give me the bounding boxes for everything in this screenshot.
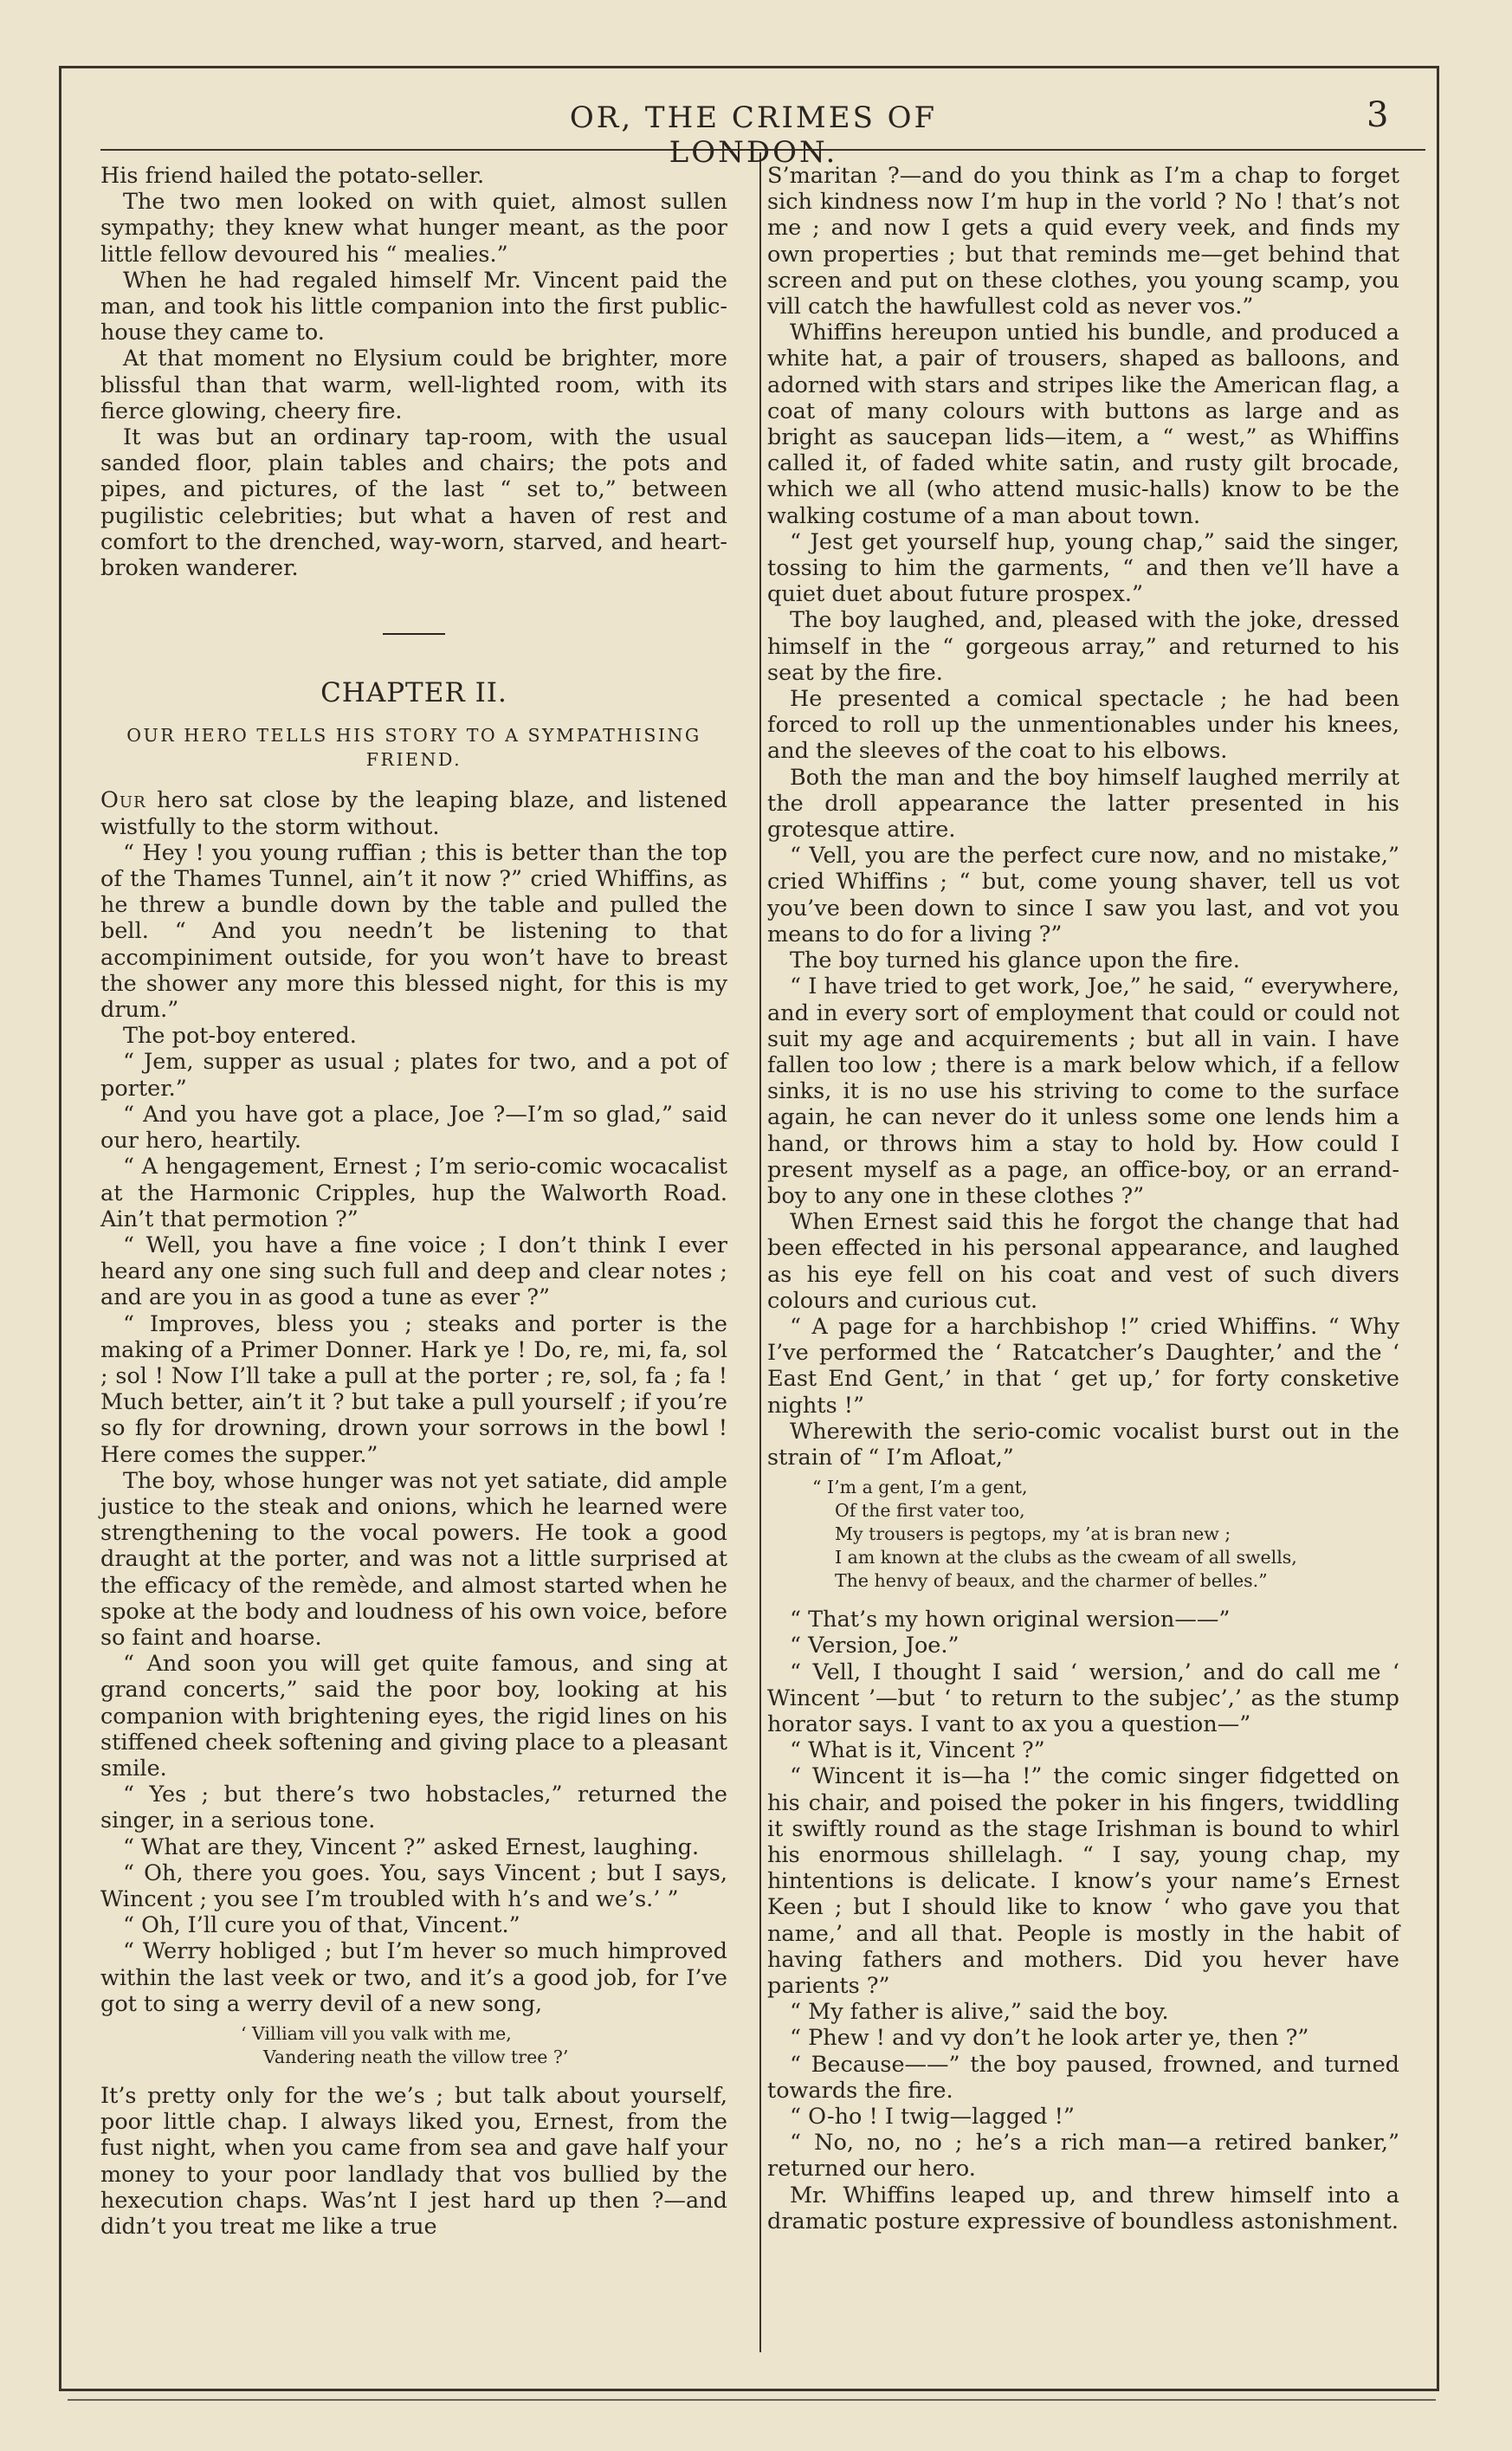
paragraph: The boy laughed, and, pleased with the joke, dressed himself in the “ gorgeous array,” and returned to his seat by the fire. <box>767 607 1399 686</box>
verse-line: Vandering neath the villow tree ?’ <box>263 2047 569 2067</box>
paragraph: Wherewith the serio-comic vocalist burst out in the strain of “ I’m Afloat,” <box>767 1418 1399 1471</box>
paragraph: “ Jem, supper as usual ; plates for two, and a pot of porter.” <box>100 1049 727 1102</box>
paragraph: “ What are they, Vincent ?” asked Ernest, laughing. <box>123 1833 700 1860</box>
left-column <box>100 163 727 2240</box>
verse-line: “ I’m a gent, I’m a gent, <box>812 1477 1028 1498</box>
paragraph: “ What is it, Vincent ?” <box>790 1737 1045 1764</box>
top-rule <box>59 66 1439 68</box>
paragraph: “ Hey ! you young ruffian ; this is better than the top of the Thames Tunnel, ain’t it now ?” cried Whiffins, as he threw a bundle down by the table and pulled the bell. “ And you needn’t be listening to that accompiniment outside, for you won’t have to breast the shower any more this blessed night, for this is my drum.” <box>100 839 727 1024</box>
verse-line: I am known at the clubs as the cweam of all swells, <box>835 1547 1297 1568</box>
paragraph: “ Oh, I’ll cure you of that, Vincent.” <box>123 1912 520 1939</box>
paragraph: “ Vell, you are the perfect cure now, and no mistake,” cried Whiffins ; “ but, come young shaver, tell us vot you’ve been down to since I saw you last, and vot you means to do for a living ?” <box>767 843 1399 947</box>
paragraph: S’maritan ?—and do you think as I’m a chap to forget sich kindness now I’m hup in the vorld ? No ! that’s not me ; and now I gets a quid every veek, and finds my own properties ; but that reminds me—get behind that screen and put on these clothes, you young scamp, you vill catch the hawfullest cold as never vos.” <box>767 163 1399 320</box>
song-verse <box>767 1476 1399 1593</box>
paragraph: The pot-boy entered. <box>123 1023 357 1050</box>
paragraph: “ My father is alive,” said the boy. <box>790 1999 1169 2026</box>
verse-line: ‘ Villiam vill you valk with me, <box>241 2023 512 2044</box>
paragraph: “ Oh, there you goes. You, says Vincent ; but I says, Wincent ; you see I’m troubled with h’s and we’s.’ ” <box>100 1859 727 1912</box>
verse-line: The henvy of beaux, and the charmer of belles.” <box>835 1570 1268 1592</box>
verse-line: Of the first vater too, <box>835 1500 1025 1522</box>
paragraph: The boy turned his glance upon the fire. <box>790 947 1240 974</box>
paragraph: “ Phew ! and vy don’t he look arter ye, then ?” <box>790 2025 1309 2052</box>
paragraph: “ O-ho ! I twig—lagged !” <box>790 2104 1075 2131</box>
paragraph: “ Because——” the boy paused, frowned, and turned towards the fire. <box>767 2051 1399 2104</box>
opening-lead-word: Our <box>100 787 146 814</box>
paragraph: At that moment no Elysium could be brighter, more blissful than that warm, well-lighted room, with its fierce glowing, cheery fire. <box>100 346 727 424</box>
running-title: OR, THE CRIMES OF LONDON. <box>569 100 938 170</box>
paragraph: “ That’s my hown original wersion——” <box>790 1607 1231 1633</box>
paragraph: The boy, whose hunger was not yet satiate, did ample justice to the steak and onions, which he learned were strengthening to the vocal powers. He took a good draught at the porter, and was not a little surprised at the efficacy of the remède, and almost started when he spoke at the body and loudness of his own voice, before so faint and hoarse. <box>100 1467 727 1651</box>
paragraph: It was but an ordinary tap-room, with the usual sanded floor, plain tables and chairs; the pots and pipes, and pictures, of the last “ set to,” between pugilistic celebrities; but what a haven of rest and comfort to the drenched, way-worn, starved, and heart-broken wanderer. <box>100 424 727 582</box>
paragraph: “ Version, Joe.” <box>790 1633 960 1659</box>
paragraph: “ Wincent it is—ha !” the comic singer fidgetted on his chair, and poised the poker in his fingers, twiddling it swiftly round as the stage Irishman is bound to whirl his enormous shillelagh. “ I say, young chap, my hintentions is delicate. I know’s your name’s Ernest Keen ; but I should like to know ‘ who gave you that name,’ and all that. People is mostly in the habit of having fathers and mothers. Did you hever have parients ?” <box>767 1763 1399 1999</box>
paragraph: Whiffins hereupon untied his bundle, and produced a white hat, a pair of trousers, shaped as balloons, and adorned with stars and stripes like the American flag, a coat of many colours with buttons as large and as bright as saucepan lids—item, a “ west,” as Whiffins called it, of faded white satin, and rusty gilt brocade, which we all (who attend music-halls) know to be the walking costume of a man about town. <box>767 320 1399 529</box>
paragraph: “ I have tried to get work, Joe,” he said, “ everywhere, and in every sort of employment that could or could not suit my age and acquirements ; but all in vain. I have fallen too low ; there is a mark below which, if a fellow sinks, it is no use his striving to come to the surface again, he can never do it unless some one lends him a hand, or throws him a stay to hold by. How could I present myself as a page, an office-boy, or an errand-boy to any one in these clothes ?” <box>767 973 1399 1209</box>
paragraph: “ Improves, bless you ; steaks and porter is the making of a Primer Donner. Hark ye ! Do, re, mi, fa, sol ; sol ! Now I’ll take a pull at the porter ; re, sol, fa ; fa ! Much better, ain’t it ? but take a pull yourself ; if you’re so fly for drowning, drown your sorrows in the bowl ! Here comes the supper.” <box>100 1310 727 1468</box>
opening-text: hero sat close by the leaping blaze, and listened wistfully to the storm without. <box>100 787 727 840</box>
bottom-rule <box>59 2389 1439 2391</box>
opening-paragraph <box>100 787 727 839</box>
paragraph: When Ernest said this he forgot the change that had been effected in his personal appearance, and laughed as his eye fell on his coat and vest of such divers colours and curious cut. <box>767 1209 1399 1314</box>
paragraph: The two men looked on with quiet, almost sullen sympathy; they knew what hunger meant, as the poor little fellow devoured his “ mealies.” <box>100 189 727 268</box>
page-number: 3 <box>1367 95 1389 135</box>
paragraph: When he had regaled himself Mr. Vincent paid the man, and took his little companion into the first public-house they came to. <box>100 267 727 346</box>
paragraph: “ And you have got a place, Joe ?—I’m so glad,” said our hero, heartily. <box>100 1101 727 1154</box>
paragraph: “ Well, you have a fine voice ; I don’t think I ever heard any one sing such full and deep and clear notes ; and are you in as good a tune as ever ?” <box>100 1232 727 1311</box>
paragraph: “ A hengagement, Ernest ; I’m serio-comic wocacalist at the Harmonic Cripples, hup the Walworth Road. Ain’t that permotion ?” <box>100 1154 727 1232</box>
paragraph: It’s pretty only for the we’s ; but talk about yourself, poor little chap. I always liked you, Ernest, from the fust night, when you came from sea and gave half your money to your poor landlady that vos bullied by the hexecution chaps. Was’nt I jest hard up then ?—and didn’t you treat me like a true <box>100 2083 727 2241</box>
footer-rule <box>68 2399 1436 2401</box>
right-column <box>767 163 1399 2234</box>
paragraph: “ Werry hobliged ; but I’m hever so much himproved within the last veek or two, and it’s a good job, for I’ve got to sing a werry devil of a new song, <box>100 1938 727 2017</box>
paragraph: “ Vell, I thought I said ‘ wersion,’ and do call me ‘ Wincent ’—but ‘ to return to the subjec’,’ as the stump horator says. I vant to ax you a question—” <box>767 1659 1399 1737</box>
paragraph: Mr. Whiffins leaped up, and threw himself into a dramatic posture expressive of boundless astonishment. <box>767 2182 1399 2234</box>
chapter-title: CHAPTER II. <box>320 677 507 709</box>
song-verse <box>100 2022 727 2069</box>
paragraph: “ A page for a harchbishop !” cried Whiffins. “ Why I’ve performed the ‘ Ratcatcher’s Daughter,’ and the ‘ East End Gent,’ in that ‘ get up,’ for forty consketive nights !” <box>767 1313 1399 1419</box>
paragraph: Both the man and the boy himself laughed merrily at the droll appearance the latter presented in his grotesque attire. <box>767 764 1399 844</box>
verse-line: My trousers is pegtops, my ’at is bran new ; <box>835 1523 1231 1545</box>
paragraph: “ No, no, no ; he’s a rich man—a retired banker,” returned our hero. <box>767 2130 1399 2183</box>
paragraph: “ And soon you will get quite famous, and sing at grand concerts,” said the poor boy, looking at his companion with brightening eyes, the rigid lines on his stiffened cheek softening and giving place to a pleasant smile. <box>100 1651 727 1782</box>
chapter-subtitle: OUR HERO TELLS HIS STORY TO A SYMPATHISING FRIEND. <box>126 725 701 771</box>
section-ornament <box>383 633 445 635</box>
paragraph: “ Jest get yourself hup, young chap,” said the singer, tossing to him the garments, “ and then ve’ll have a quiet duet about future prospex.” <box>767 528 1399 608</box>
paragraph: He presented a comical spectacle ; he had been forced to roll up the unmentionables under his knees, and the sleeves of the coat to his elbows. <box>767 686 1399 765</box>
paragraph: His friend hailed the potato-seller. <box>100 163 485 189</box>
paragraph: “ Yes ; but there’s two hobstacles,” returned the singer, in a serious tone. <box>100 1782 727 1834</box>
column-divider <box>759 152 761 2352</box>
